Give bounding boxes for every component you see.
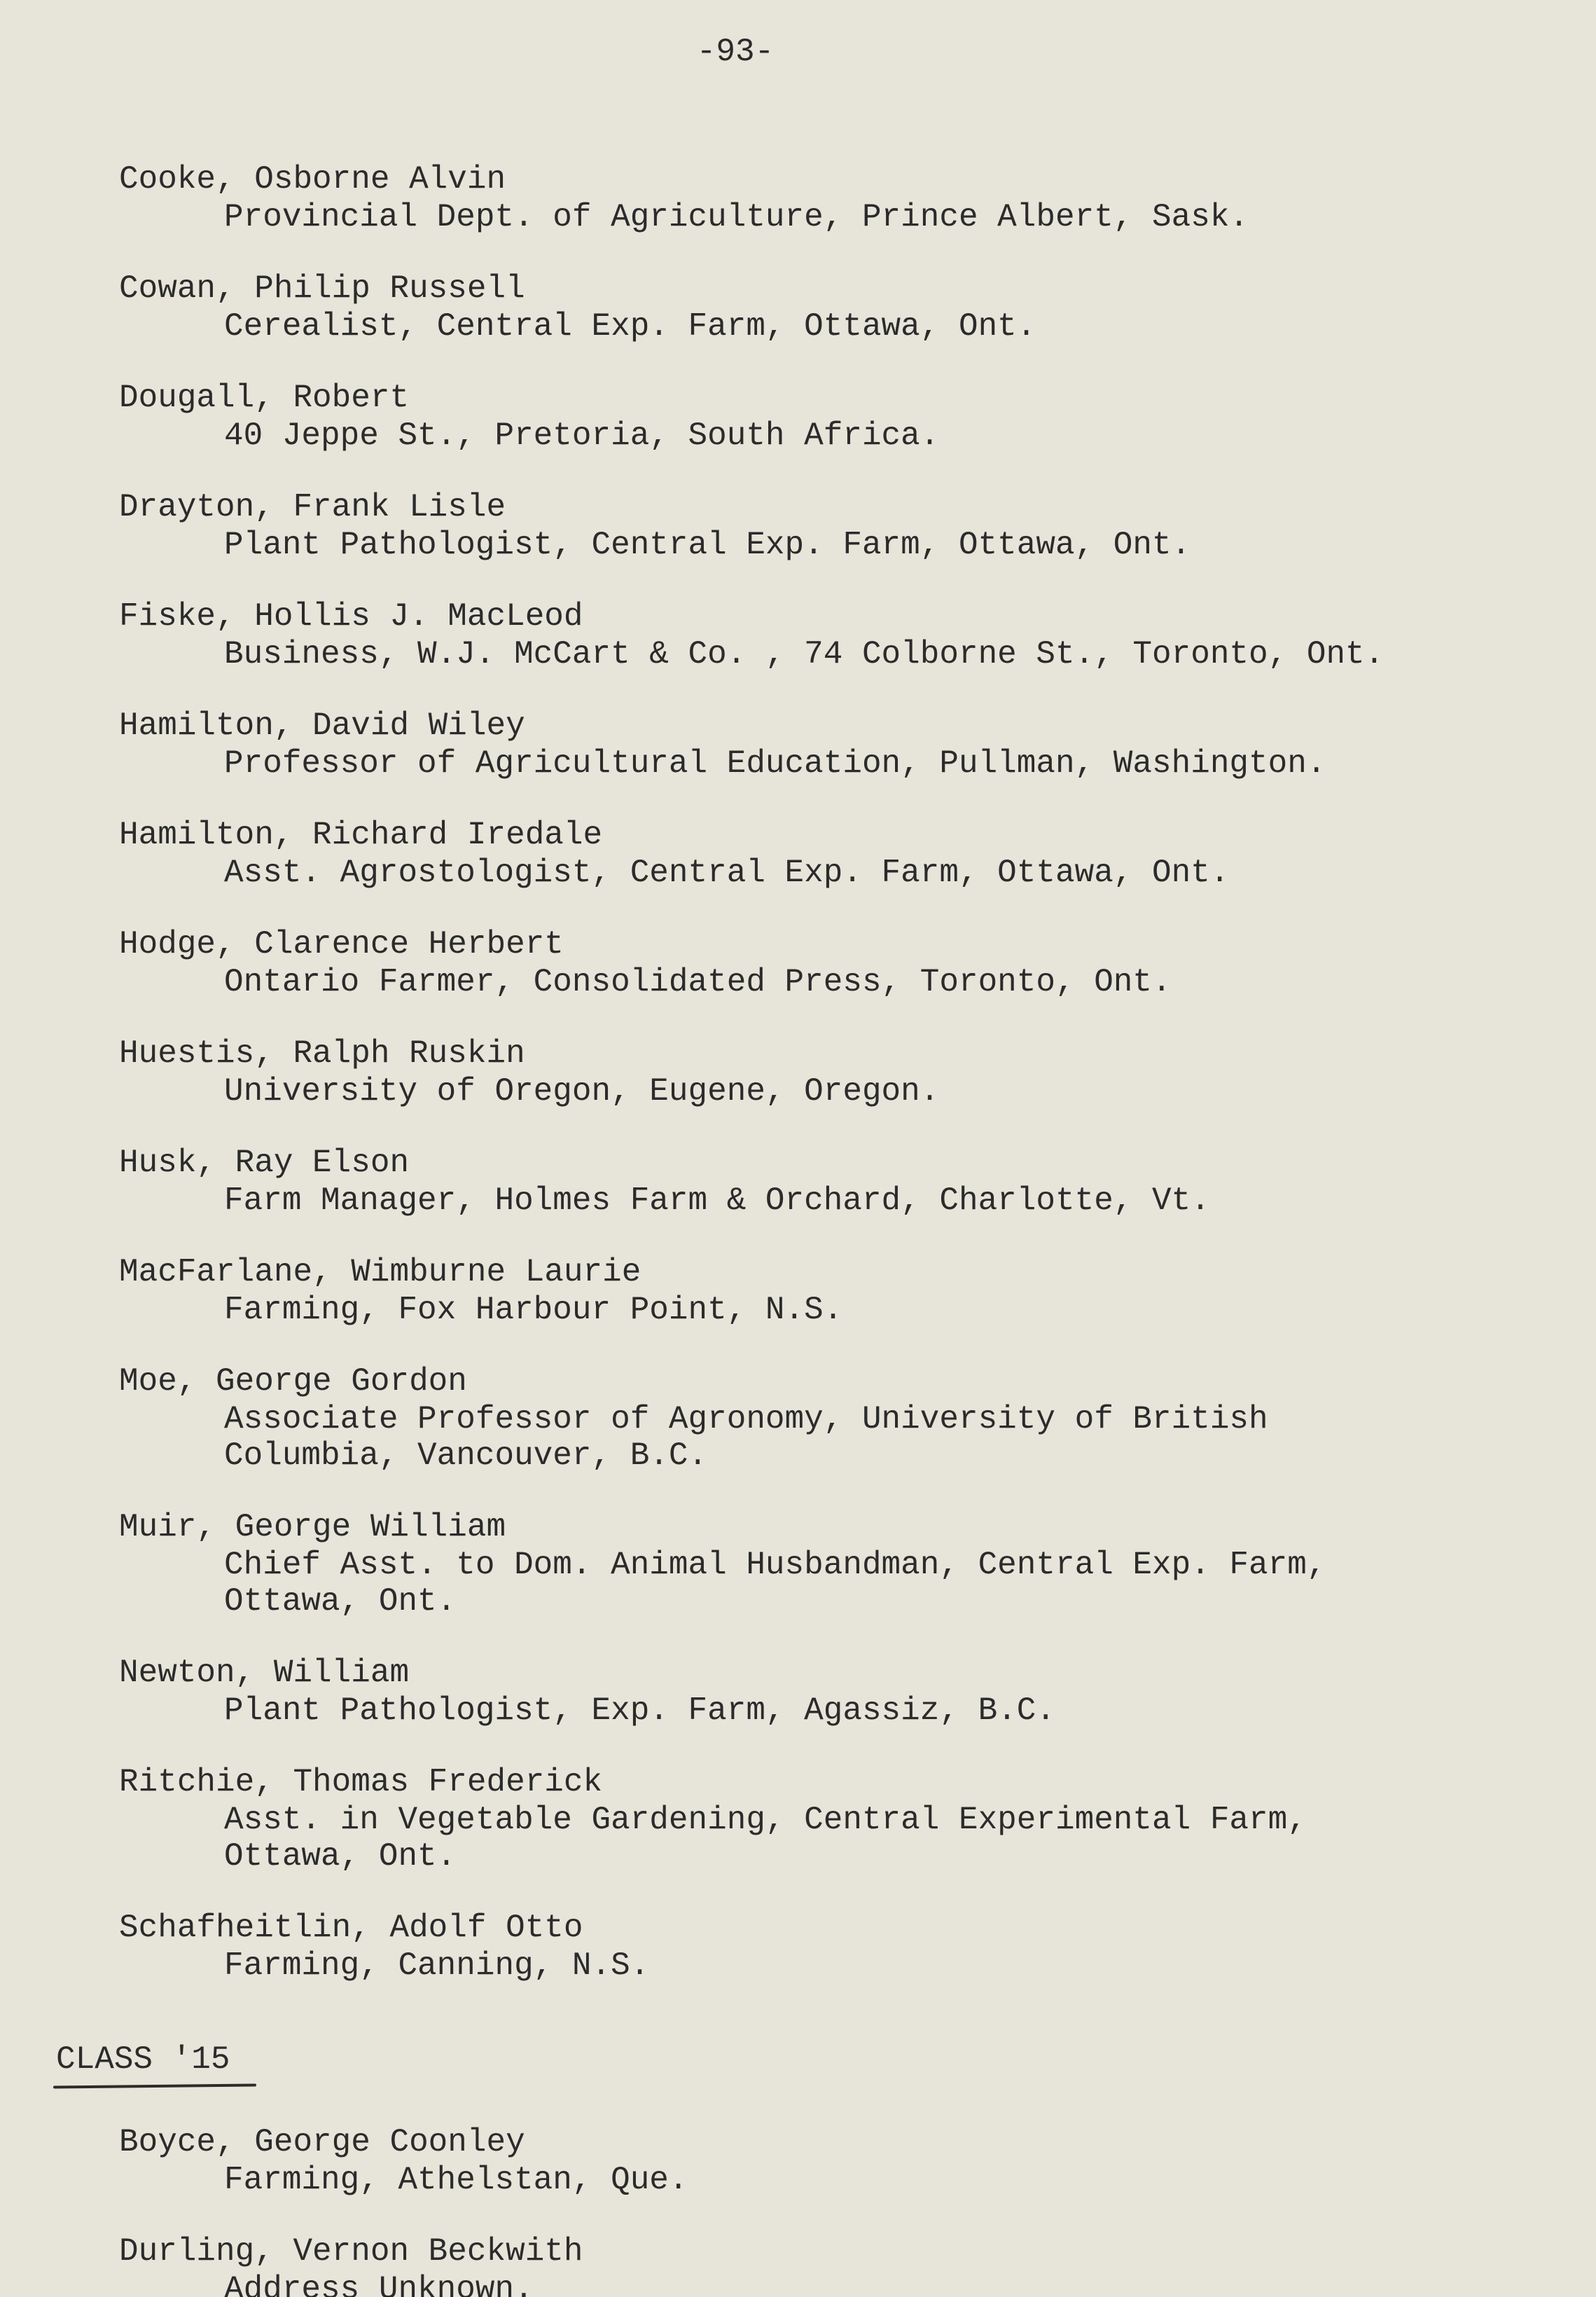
- entry-name: Huestis, Ralph Ruskin: [119, 1035, 525, 1072]
- entry-name: Durling, Vernon Beckwith: [119, 2233, 583, 2270]
- directory-entry: [119, 160, 1520, 235]
- entry-detail: Asst. Agrostologist, Central Exp. Farm, Ottawa, Ont.: [224, 855, 1230, 891]
- entries-before: [119, 160, 1520, 1984]
- directory-entry: [119, 2232, 1520, 2297]
- entry-detail: 40 Jeppe St., Pretoria, South Africa.: [224, 418, 940, 454]
- entry-detail: Asst. in Vegetable Gardening, Central Experimental Farm,: [224, 1802, 1307, 1838]
- directory-entry: [119, 269, 1520, 345]
- entry-name: Boyce, George Coonley: [119, 2124, 525, 2160]
- entry-name: Hodge, Clarence Herbert: [119, 926, 564, 963]
- entry-detail: Plant Pathologist, Central Exp. Farm, Ottawa, Ont.: [224, 527, 1191, 563]
- entry-name: Muir, George William: [119, 1509, 506, 1545]
- directory-entry: [119, 1508, 1520, 1620]
- entry-name: Hamilton, David Wiley: [119, 708, 525, 744]
- entry-name: Husk, Ray Elson: [119, 1145, 410, 1181]
- entry-name: Schafheitlin, Adolf Otto: [119, 1910, 583, 1946]
- entry-detail: Cerealist, Central Exp. Farm, Ottawa, Ont.: [224, 308, 1036, 345]
- entry-detail: Address Unknown.: [224, 2271, 534, 2297]
- directory-entry: [119, 706, 1520, 782]
- page-number: -93-: [696, 34, 775, 70]
- directory-entry: [119, 1253, 1520, 1328]
- entry-detail: Ottawa, Ont.: [224, 1583, 457, 1620]
- entry-detail: Ontario Farmer, Consolidated Press, Toronto, Ont.: [224, 964, 1172, 1000]
- directory-entry: [119, 1763, 1520, 1875]
- directory-entry: [119, 1143, 1520, 1219]
- directory-entry: [119, 925, 1520, 1000]
- entry-name: Cowan, Philip Russell: [119, 270, 525, 307]
- entry-detail: Professor of Agricultural Education, Pullman, Washington.: [224, 745, 1326, 782]
- entry-detail: Chief Asst. to Dom. Animal Husbandman, Central Exp. Farm,: [224, 1547, 1326, 1583]
- entry-name: Newton, William: [119, 1655, 410, 1691]
- entry-name: Hamilton, Richard Iredale: [119, 817, 603, 853]
- directory-entry: [119, 597, 1520, 672]
- class-heading: [56, 2039, 230, 2081]
- directory-entry: [119, 2123, 1520, 2198]
- entry-name: Ritchie, Thomas Frederick: [119, 1764, 603, 1800]
- entry-name: Cooke, Osborne Alvin: [119, 161, 506, 198]
- directory-entry: [119, 1653, 1520, 1729]
- directory-entry: [119, 815, 1520, 891]
- entry-detail: Business, W.J. McCart & Co. , 74 Colborne St., Toronto, Ont.: [224, 636, 1385, 672]
- entry-name: Drayton, Frank Lisle: [119, 489, 506, 525]
- entry-detail: Plant Pathologist, Exp. Farm, Agassiz, B.C.: [224, 1692, 1055, 1729]
- directory-entry: [119, 1908, 1520, 1984]
- entries-after: [119, 2123, 1520, 2297]
- entry-detail: University of Oregon, Eugene, Oregon.: [224, 1073, 940, 1110]
- directory-entry: [119, 378, 1520, 454]
- entry-name: Fiske, Hollis J. MacLeod: [119, 598, 583, 635]
- directory-entry: [119, 1034, 1520, 1110]
- class-heading-underline: [53, 2083, 256, 2088]
- entry-detail: Columbia, Vancouver, B.C.: [224, 1437, 708, 1474]
- entry-name: MacFarlane, Wimburne Laurie: [119, 1254, 641, 1290]
- entry-name: Dougall, Robert: [119, 380, 410, 416]
- entry-detail: Farming, Fox Harbour Point, N.S.: [224, 1292, 843, 1328]
- entry-detail: Farming, Athelstan, Que.: [224, 2162, 688, 2198]
- directory-list: [56, 160, 1520, 2297]
- entry-detail: Associate Professor of Agronomy, University of British: [224, 1401, 1268, 1437]
- directory-entry: [119, 488, 1520, 563]
- entry-name: Moe, George Gordon: [119, 1363, 467, 1400]
- class-heading-label: CLASS '15: [56, 2041, 230, 2078]
- entry-detail: Farm Manager, Holmes Farm & Orchard, Charlotte, Vt.: [224, 1182, 1210, 1219]
- directory-entry: [119, 1362, 1520, 1474]
- entry-detail: Ottawa, Ont.: [224, 1838, 457, 1875]
- entry-detail: Farming, Canning, N.S.: [224, 1947, 650, 1984]
- entry-detail: Provincial Dept. of Agriculture, Prince Albert, Sask.: [224, 199, 1249, 235]
